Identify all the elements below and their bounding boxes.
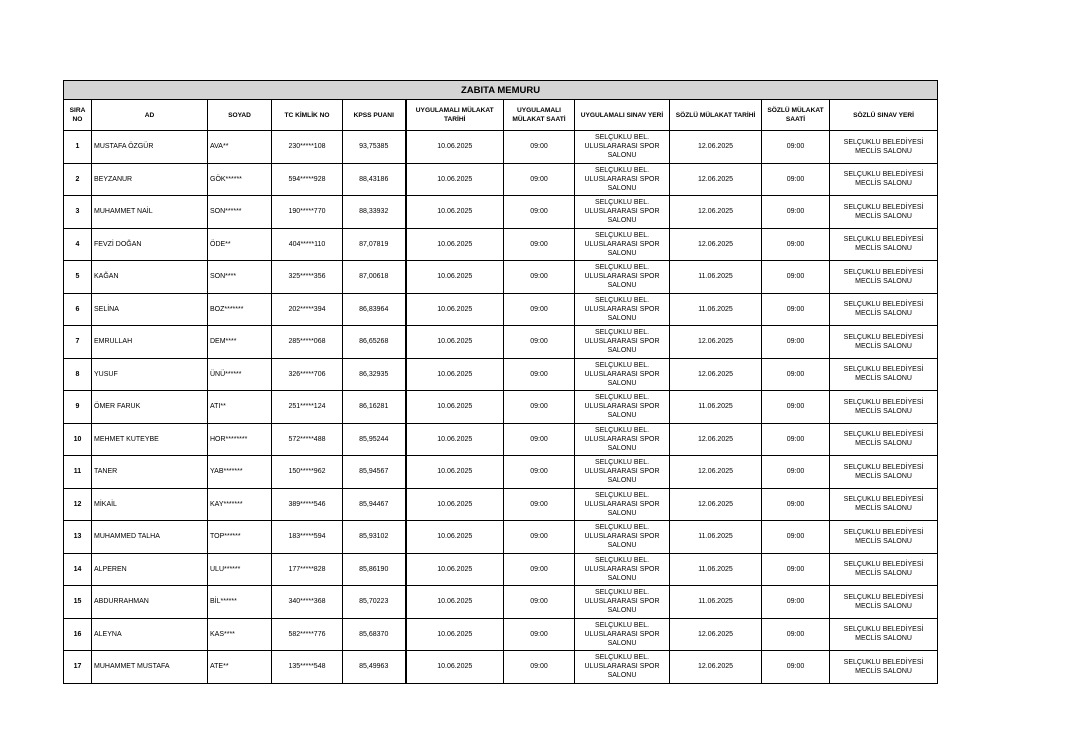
uygulamali-yer-cell: SELÇUKLU BEL. ULUSLARARASI SPOR SALONU bbox=[575, 293, 670, 326]
sozlu-tarih-cell: 12.06.2025 bbox=[670, 488, 762, 521]
sozlu-yer-cell: SELÇUKLU BELEDİYESİ MECLİS SALONU bbox=[830, 586, 938, 619]
table-row bbox=[64, 228, 938, 261]
soyad-cell: ATI** bbox=[208, 391, 272, 424]
sozlu-tarih-cell: 12.06.2025 bbox=[670, 358, 762, 391]
sozlu-tarih-cell: 11.06.2025 bbox=[670, 261, 762, 294]
ad-cell: ALPEREN bbox=[92, 553, 208, 586]
uygulamali-saat-cell: 09:00 bbox=[504, 488, 575, 521]
uygulamali-yer-cell: SELÇUKLU BEL. ULUSLARARASI SPOR SALONU bbox=[575, 553, 670, 586]
sozlu-saat-cell: 09:00 bbox=[762, 651, 830, 684]
sozlu-saat-cell: 09:00 bbox=[762, 228, 830, 261]
sira-no-cell: 13 bbox=[64, 521, 92, 554]
ad-cell: ÖMER FARUK bbox=[92, 391, 208, 424]
sozlu-yer-cell: SELÇUKLU BELEDİYESİ MECLİS SALONU bbox=[830, 163, 938, 196]
table-row bbox=[64, 586, 938, 619]
kpss-puani-cell: 86,65268 bbox=[343, 326, 406, 359]
sozlu-saat-cell: 09:00 bbox=[762, 358, 830, 391]
uygulamali-tarih-cell: 10.06.2025 bbox=[406, 358, 504, 391]
tc-kimlik-no-cell: 285*****068 bbox=[272, 326, 343, 359]
uygulamali-saat-cell: 09:00 bbox=[504, 651, 575, 684]
kpss-puani-cell: 85,94467 bbox=[343, 488, 406, 521]
ad-cell: MUHAMMET MUSTAFA bbox=[92, 651, 208, 684]
table-row bbox=[64, 488, 938, 521]
uygulamali-tarih-cell: 10.06.2025 bbox=[406, 618, 504, 651]
tc-kimlik-no-cell: 404*****110 bbox=[272, 228, 343, 261]
uygulamali-yer-cell: SELÇUKLU BEL. ULUSLARARASI SPOR SALONU bbox=[575, 358, 670, 391]
sozlu-saat-cell: 09:00 bbox=[762, 163, 830, 196]
sozlu-yer-cell: SELÇUKLU BELEDİYESİ MECLİS SALONU bbox=[830, 326, 938, 359]
kpss-puani-cell: 85,93102 bbox=[343, 521, 406, 554]
uygulamali-tarih-cell: 10.06.2025 bbox=[406, 488, 504, 521]
table-row bbox=[64, 456, 938, 489]
kpss-puani-cell: 86,32935 bbox=[343, 358, 406, 391]
kpss-puani-cell: 88,33932 bbox=[343, 196, 406, 229]
sozlu-tarih-cell: 12.06.2025 bbox=[670, 326, 762, 359]
uygulamali-yer-cell: SELÇUKLU BEL. ULUSLARARASI SPOR SALONU bbox=[575, 456, 670, 489]
sozlu-saat-cell: 09:00 bbox=[762, 521, 830, 554]
sozlu-saat-cell: 09:00 bbox=[762, 423, 830, 456]
uygulamali-tarih-cell: 10.06.2025 bbox=[406, 326, 504, 359]
uygulamali-yer-cell: SELÇUKLU BEL. ULUSLARARASI SPOR SALONU bbox=[575, 163, 670, 196]
tc-kimlik-no-cell: 389*****546 bbox=[272, 488, 343, 521]
tc-kimlik-no-cell: 135*****548 bbox=[272, 651, 343, 684]
soyad-cell: TOP****** bbox=[208, 521, 272, 554]
sozlu-yer-cell: SELÇUKLU BELEDİYESİ MECLİS SALONU bbox=[830, 131, 938, 164]
soyad-cell: KAY******* bbox=[208, 488, 272, 521]
kpss-puani-cell: 87,00618 bbox=[343, 261, 406, 294]
uygulamali-yer-cell: SELÇUKLU BEL. ULUSLARARASI SPOR SALONU bbox=[575, 521, 670, 554]
uygulamali-tarih-cell: 10.06.2025 bbox=[406, 651, 504, 684]
uygulamali-saat-cell: 09:00 bbox=[504, 326, 575, 359]
sozlu-saat-cell: 09:00 bbox=[762, 618, 830, 651]
uygulamali-yer-cell: SELÇUKLU BEL. ULUSLARARASI SPOR SALONU bbox=[575, 586, 670, 619]
ad-cell: KAĞAN bbox=[92, 261, 208, 294]
uygulamali-tarih-cell: 10.06.2025 bbox=[406, 293, 504, 326]
table-row bbox=[64, 651, 938, 684]
uygulamali-tarih-cell: 10.06.2025 bbox=[406, 391, 504, 424]
sozlu-yer-cell: SELÇUKLU BELEDİYESİ MECLİS SALONU bbox=[830, 651, 938, 684]
ad-cell: BEYZANUR bbox=[92, 163, 208, 196]
sozlu-yer-cell: SELÇUKLU BELEDİYESİ MECLİS SALONU bbox=[830, 391, 938, 424]
uygulamali-yer-cell: SELÇUKLU BEL. ULUSLARARASI SPOR SALONU bbox=[575, 131, 670, 164]
sozlu-tarih-cell: 11.06.2025 bbox=[670, 586, 762, 619]
uygulamali-saat-cell: 09:00 bbox=[504, 228, 575, 261]
ad-cell: SELİNA bbox=[92, 293, 208, 326]
soyad-cell: KAS**** bbox=[208, 618, 272, 651]
sira-no-cell: 16 bbox=[64, 618, 92, 651]
col-header-uygulamali-sinav-yeri: UYGULAMALI SINAV YERİ bbox=[575, 100, 670, 131]
sira-no-cell: 17 bbox=[64, 651, 92, 684]
sozlu-yer-cell: SELÇUKLU BELEDİYESİ MECLİS SALONU bbox=[830, 261, 938, 294]
table-row bbox=[64, 131, 938, 164]
tc-kimlik-no-cell: 190*****770 bbox=[272, 196, 343, 229]
tc-kimlik-no-cell: 150*****962 bbox=[272, 456, 343, 489]
sozlu-saat-cell: 09:00 bbox=[762, 293, 830, 326]
sozlu-tarih-cell: 11.06.2025 bbox=[670, 521, 762, 554]
sozlu-tarih-cell: 11.06.2025 bbox=[670, 391, 762, 424]
tc-kimlik-no-cell: 326*****706 bbox=[272, 358, 343, 391]
tc-kimlik-no-cell: 230*****108 bbox=[272, 131, 343, 164]
table-row bbox=[64, 293, 938, 326]
tc-kimlik-no-cell: 325*****356 bbox=[272, 261, 343, 294]
uygulamali-tarih-cell: 10.06.2025 bbox=[406, 521, 504, 554]
ad-cell: MUHAMMED TALHA bbox=[92, 521, 208, 554]
uygulamali-tarih-cell: 10.06.2025 bbox=[406, 131, 504, 164]
sozlu-saat-cell: 09:00 bbox=[762, 326, 830, 359]
col-header-uygulamali-mulakat-saati: UYGULAMALI MÜLAKAT SAATİ bbox=[504, 100, 575, 131]
kpss-puani-cell: 85,68370 bbox=[343, 618, 406, 651]
sozlu-yer-cell: SELÇUKLU BELEDİYESİ MECLİS SALONU bbox=[830, 293, 938, 326]
soyad-cell: HOR******** bbox=[208, 423, 272, 456]
uygulamali-saat-cell: 09:00 bbox=[504, 521, 575, 554]
sozlu-yer-cell: SELÇUKLU BELEDİYESİ MECLİS SALONU bbox=[830, 488, 938, 521]
soyad-cell: ULU****** bbox=[208, 553, 272, 586]
tc-kimlik-no-cell: 183*****594 bbox=[272, 521, 343, 554]
sozlu-saat-cell: 09:00 bbox=[762, 456, 830, 489]
soyad-cell: BİL****** bbox=[208, 586, 272, 619]
sira-no-cell: 12 bbox=[64, 488, 92, 521]
uygulamali-yer-cell: SELÇUKLU BEL. ULUSLARARASI SPOR SALONU bbox=[575, 488, 670, 521]
sozlu-yer-cell: SELÇUKLU BELEDİYESİ MECLİS SALONU bbox=[830, 358, 938, 391]
kpss-puani-cell: 85,94567 bbox=[343, 456, 406, 489]
candidate-table bbox=[63, 80, 938, 684]
sozlu-tarih-cell: 12.06.2025 bbox=[670, 618, 762, 651]
ad-cell: MİKAİL bbox=[92, 488, 208, 521]
kpss-puani-cell: 85,95244 bbox=[343, 423, 406, 456]
uygulamali-tarih-cell: 10.06.2025 bbox=[406, 586, 504, 619]
sira-no-cell: 9 bbox=[64, 391, 92, 424]
sozlu-tarih-cell: 12.06.2025 bbox=[670, 651, 762, 684]
tc-kimlik-no-cell: 594*****928 bbox=[272, 163, 343, 196]
sira-no-cell: 14 bbox=[64, 553, 92, 586]
col-header-sozlu-mulakat-tarihi: SÖZLÜ MÜLAKAT TARİHİ bbox=[670, 100, 762, 131]
uygulamali-saat-cell: 09:00 bbox=[504, 293, 575, 326]
sira-no-cell: 1 bbox=[64, 131, 92, 164]
uygulamali-yer-cell: SELÇUKLU BEL. ULUSLARARASI SPOR SALONU bbox=[575, 326, 670, 359]
ad-cell: ABDURRAHMAN bbox=[92, 586, 208, 619]
table-row bbox=[64, 326, 938, 359]
soyad-cell: DEM**** bbox=[208, 326, 272, 359]
kpss-puani-cell: 85,86190 bbox=[343, 553, 406, 586]
sira-no-cell: 11 bbox=[64, 456, 92, 489]
uygulamali-saat-cell: 09:00 bbox=[504, 553, 575, 586]
uygulamali-tarih-cell: 10.06.2025 bbox=[406, 163, 504, 196]
sira-no-cell: 7 bbox=[64, 326, 92, 359]
uygulamali-saat-cell: 09:00 bbox=[504, 423, 575, 456]
sozlu-saat-cell: 09:00 bbox=[762, 131, 830, 164]
sozlu-saat-cell: 09:00 bbox=[762, 261, 830, 294]
col-header-uygulamali-mulakat-tarihi: UYGULAMALI MÜLAKAT TARİHİ bbox=[406, 100, 504, 131]
uygulamali-saat-cell: 09:00 bbox=[504, 391, 575, 424]
ad-cell: FEVZİ DOĞAN bbox=[92, 228, 208, 261]
sozlu-tarih-cell: 12.06.2025 bbox=[670, 163, 762, 196]
table-row bbox=[64, 261, 938, 294]
kpss-puani-cell: 86,83964 bbox=[343, 293, 406, 326]
uygulamali-tarih-cell: 10.06.2025 bbox=[406, 553, 504, 586]
soyad-cell: BOZ******* bbox=[208, 293, 272, 326]
tc-kimlik-no-cell: 340*****368 bbox=[272, 586, 343, 619]
tc-kimlik-no-cell: 582*****776 bbox=[272, 618, 343, 651]
uygulamali-saat-cell: 09:00 bbox=[504, 456, 575, 489]
table-row bbox=[64, 553, 938, 586]
sozlu-yer-cell: SELÇUKLU BELEDİYESİ MECLİS SALONU bbox=[830, 521, 938, 554]
sozlu-saat-cell: 09:00 bbox=[762, 488, 830, 521]
table-title: ZABITA MEMURU bbox=[64, 81, 938, 100]
uygulamali-saat-cell: 09:00 bbox=[504, 261, 575, 294]
col-header-sira-no: SIRA NO bbox=[64, 100, 92, 131]
col-header-sozlu-mulakat-saati: SÖZLÜ MÜLAKAT SAATİ bbox=[762, 100, 830, 131]
uygulamali-yer-cell: SELÇUKLU BEL. ULUSLARARASI SPOR SALONU bbox=[575, 228, 670, 261]
uygulamali-saat-cell: 09:00 bbox=[504, 196, 575, 229]
tc-kimlik-no-cell: 177*****828 bbox=[272, 553, 343, 586]
soyad-cell: ÖDE** bbox=[208, 228, 272, 261]
sira-no-cell: 2 bbox=[64, 163, 92, 196]
kpss-puani-cell: 88,43186 bbox=[343, 163, 406, 196]
sozlu-saat-cell: 09:00 bbox=[762, 196, 830, 229]
soyad-cell: SON****** bbox=[208, 196, 272, 229]
col-header-sozlu-sinav-yeri: SÖZLÜ SINAV YERİ bbox=[830, 100, 938, 131]
tc-kimlik-no-cell: 202*****394 bbox=[272, 293, 343, 326]
soyad-cell: YAB******* bbox=[208, 456, 272, 489]
uygulamali-tarih-cell: 10.06.2025 bbox=[406, 456, 504, 489]
uygulamali-yer-cell: SELÇUKLU BEL. ULUSLARARASI SPOR SALONU bbox=[575, 423, 670, 456]
kpss-puani-cell: 87,07819 bbox=[343, 228, 406, 261]
table-row bbox=[64, 391, 938, 424]
sozlu-tarih-cell: 12.06.2025 bbox=[670, 196, 762, 229]
ad-cell: EMRULLAH bbox=[92, 326, 208, 359]
sira-no-cell: 8 bbox=[64, 358, 92, 391]
ad-cell: TANER bbox=[92, 456, 208, 489]
ad-cell: MEHMET KUTEYBE bbox=[92, 423, 208, 456]
table-row bbox=[64, 521, 938, 554]
col-header-tc-kimlik-no: TC KİMLİK NO bbox=[272, 100, 343, 131]
table-row bbox=[64, 163, 938, 196]
table-body bbox=[64, 131, 938, 684]
sozlu-yer-cell: SELÇUKLU BELEDİYESİ MECLİS SALONU bbox=[830, 228, 938, 261]
uygulamali-yer-cell: SELÇUKLU BEL. ULUSLARARASI SPOR SALONU bbox=[575, 651, 670, 684]
sira-no-cell: 3 bbox=[64, 196, 92, 229]
sozlu-saat-cell: 09:00 bbox=[762, 391, 830, 424]
ad-cell: MUHAMMET NAİL bbox=[92, 196, 208, 229]
ad-cell: YUSUF bbox=[92, 358, 208, 391]
uygulamali-saat-cell: 09:00 bbox=[504, 131, 575, 164]
soyad-cell: GÖK****** bbox=[208, 163, 272, 196]
ad-cell: MUSTAFA ÖZGÜR bbox=[92, 131, 208, 164]
sozlu-tarih-cell: 11.06.2025 bbox=[670, 553, 762, 586]
col-header-kpss-puani: KPSS PUANI bbox=[343, 100, 406, 131]
sozlu-saat-cell: 09:00 bbox=[762, 553, 830, 586]
header-row bbox=[64, 100, 938, 131]
sira-no-cell: 5 bbox=[64, 261, 92, 294]
kpss-puani-cell: 85,49963 bbox=[343, 651, 406, 684]
uygulamali-tarih-cell: 10.06.2025 bbox=[406, 423, 504, 456]
uygulamali-yer-cell: SELÇUKLU BEL. ULUSLARARASI SPOR SALONU bbox=[575, 618, 670, 651]
uygulamali-saat-cell: 09:00 bbox=[504, 618, 575, 651]
sozlu-tarih-cell: 12.06.2025 bbox=[670, 228, 762, 261]
uygulamali-yer-cell: SELÇUKLU BEL. ULUSLARARASI SPOR SALONU bbox=[575, 391, 670, 424]
kpss-puani-cell: 86,16281 bbox=[343, 391, 406, 424]
table-row bbox=[64, 618, 938, 651]
uygulamali-saat-cell: 09:00 bbox=[504, 586, 575, 619]
sozlu-yer-cell: SELÇUKLU BELEDİYESİ MECLİS SALONU bbox=[830, 196, 938, 229]
sozlu-saat-cell: 09:00 bbox=[762, 586, 830, 619]
soyad-cell: AVA** bbox=[208, 131, 272, 164]
results-sheet bbox=[63, 80, 937, 684]
col-header-soyad: SOYAD bbox=[208, 100, 272, 131]
sozlu-tarih-cell: 11.06.2025 bbox=[670, 293, 762, 326]
uygulamali-saat-cell: 09:00 bbox=[504, 358, 575, 391]
kpss-puani-cell: 93,75385 bbox=[343, 131, 406, 164]
uygulamali-tarih-cell: 10.06.2025 bbox=[406, 261, 504, 294]
uygulamali-tarih-cell: 10.06.2025 bbox=[406, 196, 504, 229]
sozlu-tarih-cell: 12.06.2025 bbox=[670, 456, 762, 489]
table-row bbox=[64, 196, 938, 229]
sozlu-yer-cell: SELÇUKLU BELEDİYESİ MECLİS SALONU bbox=[830, 423, 938, 456]
tc-kimlik-no-cell: 251*****124 bbox=[272, 391, 343, 424]
soyad-cell: ÜNÜ****** bbox=[208, 358, 272, 391]
uygulamali-yer-cell: SELÇUKLU BEL. ULUSLARARASI SPOR SALONU bbox=[575, 261, 670, 294]
soyad-cell: SON**** bbox=[208, 261, 272, 294]
sozlu-tarih-cell: 12.06.2025 bbox=[670, 131, 762, 164]
soyad-cell: ATE** bbox=[208, 651, 272, 684]
uygulamali-saat-cell: 09:00 bbox=[504, 163, 575, 196]
kpss-puani-cell: 85,70223 bbox=[343, 586, 406, 619]
sira-no-cell: 10 bbox=[64, 423, 92, 456]
uygulamali-tarih-cell: 10.06.2025 bbox=[406, 228, 504, 261]
sozlu-yer-cell: SELÇUKLU BELEDİYESİ MECLİS SALONU bbox=[830, 618, 938, 651]
col-header-ad: AD bbox=[92, 100, 208, 131]
sozlu-yer-cell: SELÇUKLU BELEDİYESİ MECLİS SALONU bbox=[830, 456, 938, 489]
tc-kimlik-no-cell: 572*****488 bbox=[272, 423, 343, 456]
table-row bbox=[64, 358, 938, 391]
sira-no-cell: 4 bbox=[64, 228, 92, 261]
sira-no-cell: 15 bbox=[64, 586, 92, 619]
ad-cell: ALEYNA bbox=[92, 618, 208, 651]
sozlu-tarih-cell: 12.06.2025 bbox=[670, 423, 762, 456]
table-row bbox=[64, 423, 938, 456]
sozlu-yer-cell: SELÇUKLU BELEDİYESİ MECLİS SALONU bbox=[830, 553, 938, 586]
sira-no-cell: 6 bbox=[64, 293, 92, 326]
uygulamali-yer-cell: SELÇUKLU BEL. ULUSLARARASI SPOR SALONU bbox=[575, 196, 670, 229]
